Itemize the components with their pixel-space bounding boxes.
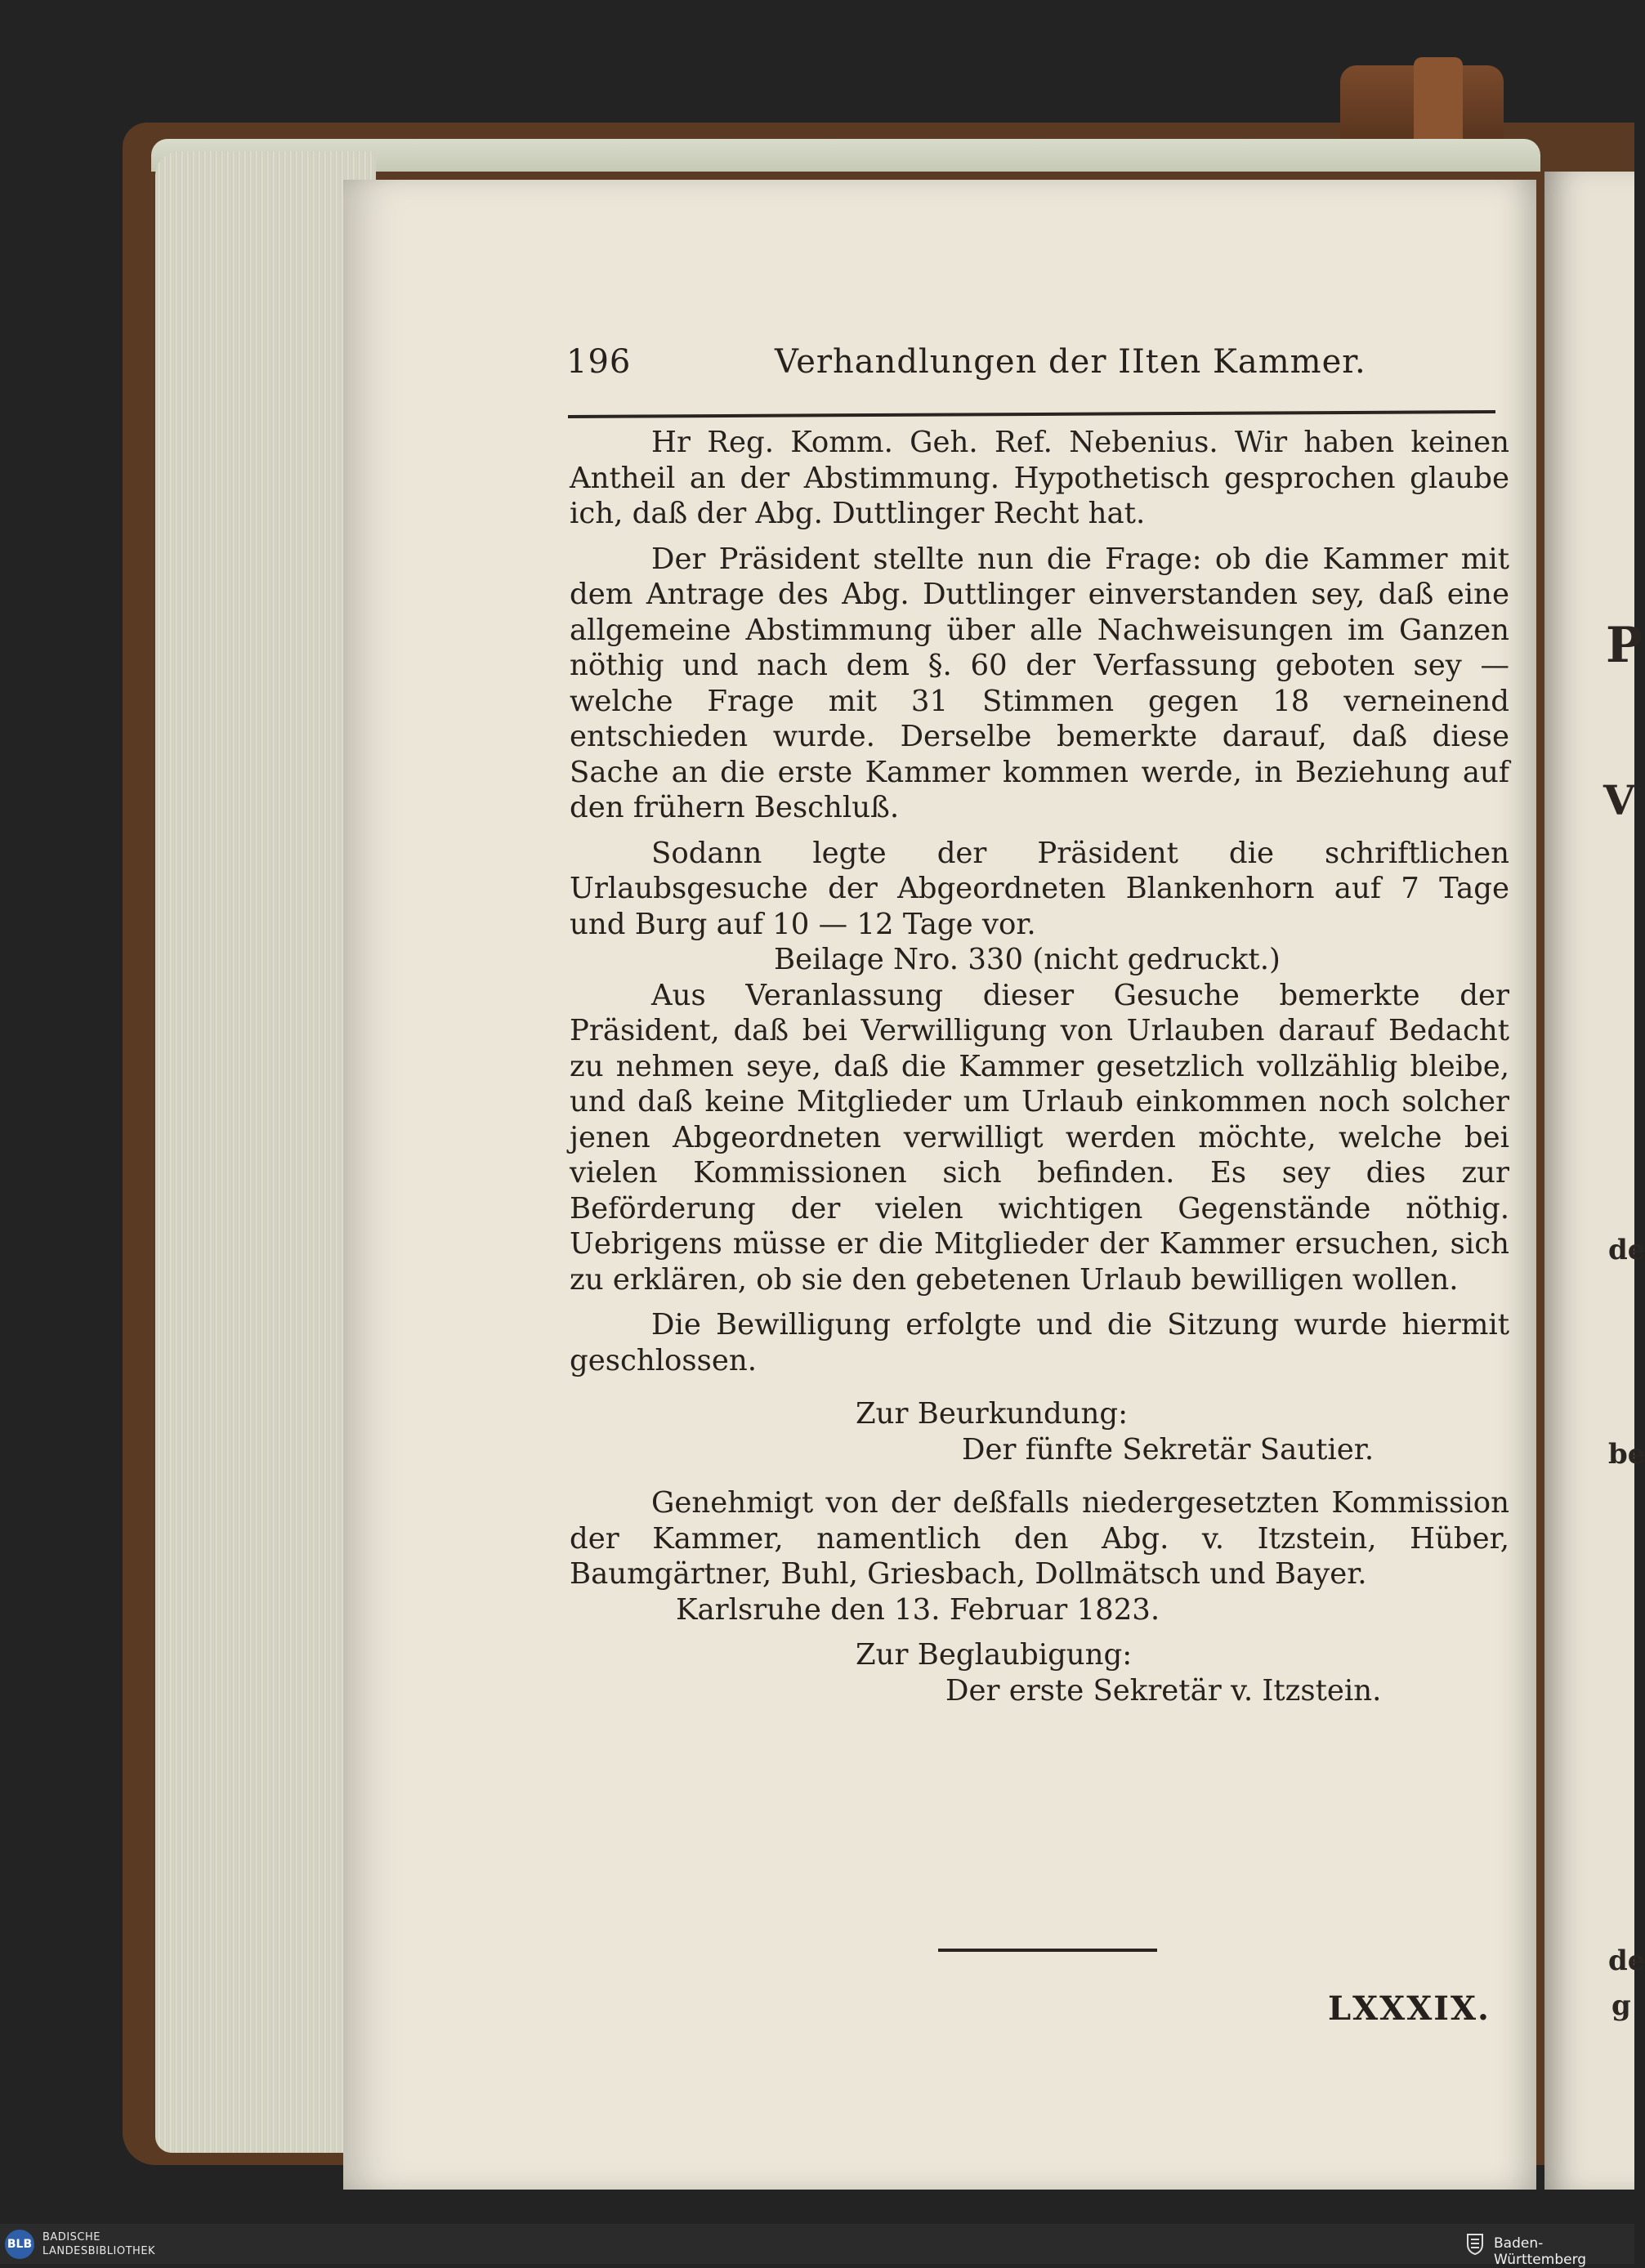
- right-page-fragment: be: [1608, 1438, 1645, 1471]
- right-page-fragment: V: [1603, 776, 1635, 824]
- beilage-note: Beilage Nro. 330 (nicht gedruckt.): [774, 943, 1281, 976]
- running-header: [566, 343, 1506, 392]
- state-label: Baden-Württemberg: [1494, 2235, 1587, 2268]
- blb-logo-icon[interactable]: BLB: [5, 2230, 34, 2259]
- bookmark-ribbon: [1414, 57, 1463, 147]
- library-name-line2: LANDESBIBLIOTHEK: [42, 2245, 156, 2257]
- beglaubigung-heading: Zur Beglaubigung:: [856, 1638, 1133, 1672]
- right-page: [1544, 172, 1645, 2190]
- section-number: LXXXIX.: [1328, 1989, 1491, 2028]
- approval-paragraph: Genehmigt von der deßfalls niedergesetzten Kommission der Kammer, namentlich den Abg. v. Itzstein, Hüber, Baumgärtner, Buhl, Griesbach, Dollmätsch und Bayer.: [570, 1486, 1509, 1591]
- paragraph: Aus Veranlassung dieser Gesuche bemerkte der Präsident, daß bei Verwilligung von Urlauben darauf Bedacht zu nehmen seye, daß die Kammer gesetzlich vollzählig bleibe, und daß keine Mitglieder um Urlaub einkommen noch solcher jenen Abgeordneten verwilligt werden möchte, welche bei vielen Kommissionen sich befinden. Es sey dies zur Beförderung der vielen wichtigen Gegenstände nöthig. Uebrigens müsse er die Mitglieder der Kammer ersuchen, sich zu erklären, ob sie den gebetenen Urlaub bewilligen wollen.: [570, 978, 1509, 1297]
- paragraph: Hr Reg. Komm. Geh. Ref. Nebenius. Wir haben keinen Antheil an der Abstimmung. Hypothetisch gesprochen glaube ich, daß der Abg. Duttlinger Recht hat.: [570, 426, 1509, 530]
- secretary-signature: Der erste Sekretär v. Itzstein.: [945, 1673, 1382, 1708]
- page-body: [570, 425, 1509, 1708]
- paragraph: Der Präsident stellte nun die Frage: ob die Kammer mit dem Antrage des Abg. Duttlinger einverstanden sey, daß eine allgemeine Abstimmung über alle Nachweisungen im Ganzen nöthig und nach dem §. 60 der Verfassung geboten sey — welche Frage mit 31 Stimmen gegen 18 verneinend entschieden wurde. Derselbe bemerkte darauf, daß diese Sache an die erste Kammer kommen werde, in Beziehung auf den frühern Beschluß.: [570, 542, 1509, 824]
- right-page-fragment: g: [1611, 1989, 1631, 2022]
- right-page-fragment: de: [1608, 1234, 1645, 1266]
- date-line: Karlsruhe den 13. Februar 1823.: [676, 1592, 1160, 1627]
- running-title: Verhandlungen der IIten Kammer.: [775, 343, 1366, 381]
- closing-rule: [938, 1949, 1157, 1952]
- baden-wuerttemberg-crest-icon: [1463, 2231, 1487, 2256]
- paragraph: Sodann legte der Präsident die schriftlichen Urlaubsgesuche der Abgeordneten Blankenhorn auf 7 Tage und Burg auf 10 — 12 Tage vor.: [570, 836, 1509, 941]
- library-name-line1: BADISCHE: [42, 2231, 101, 2243]
- footer-bar: [0, 2224, 1634, 2268]
- paragraph: Die Bewilligung erfolgte und die Sitzung wurde hiermit geschlossen.: [570, 1308, 1509, 1377]
- beurkundung-heading: Zur Beurkundung:: [856, 1397, 1129, 1431]
- page-number: 196: [566, 343, 632, 381]
- right-page-fragment: P: [1606, 617, 1643, 674]
- right-page-fragment: de: [1608, 1944, 1645, 1977]
- secretary-signature: Der fünfte Sekretär Sautier.: [962, 1432, 1375, 1467]
